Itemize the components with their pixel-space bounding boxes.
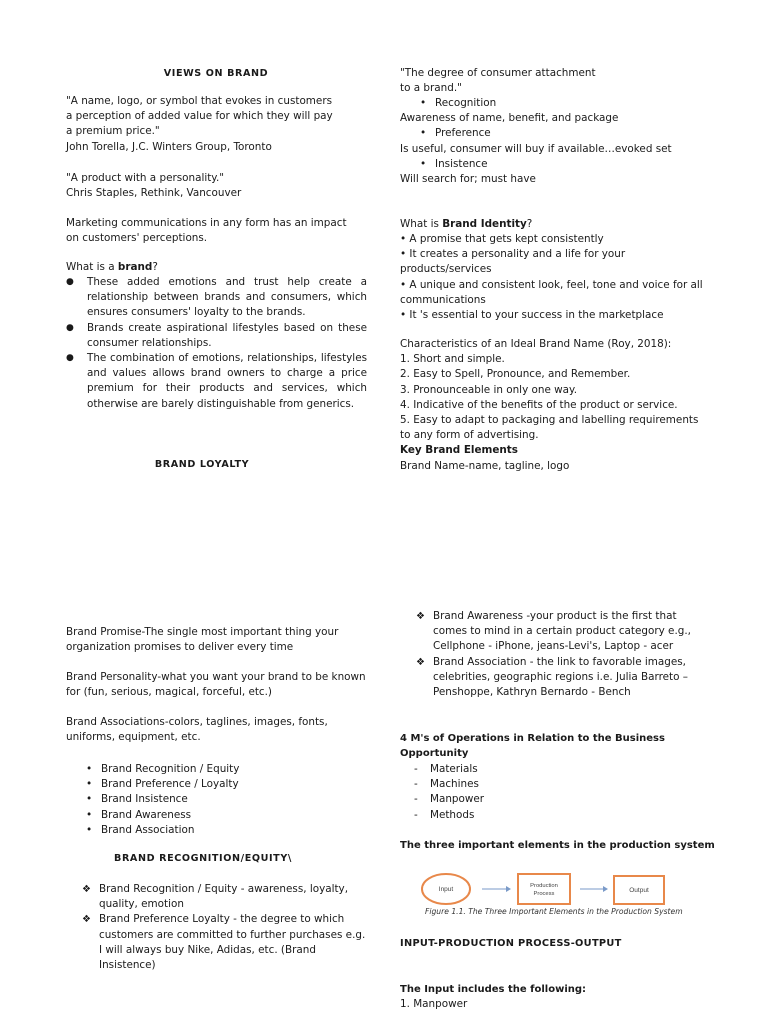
list-item: • Brand Insistence	[66, 792, 356, 807]
attachment-block	[400, 66, 600, 96]
loyalty-levels	[400, 96, 710, 187]
list-item: 2. Easy to Spell, Pronounce, and Remember.	[400, 368, 631, 381]
brand-personality: Brand Personality-what you want your brand to be known for (fun, serious, magical, forceful, etc.)	[66, 671, 366, 699]
what-is-bold: brand	[117, 261, 153, 273]
list-item: ❖ Brand Recognition / Equity - awareness, loyalty, quality, emotion	[82, 882, 367, 912]
key-brand-elements-text: Brand Name-name, tagline, logo	[400, 459, 570, 472]
equity-diamond-list	[82, 882, 367, 973]
key-brand-elements-heading: Key Brand Elements	[400, 444, 518, 457]
ipo-heading: INPUT-PRODUCTION PROCESS-OUTPUT	[400, 938, 622, 949]
what-is-brand-identity	[400, 217, 710, 232]
identity-prefix: What is	[400, 218, 443, 230]
brand-points-list	[66, 275, 367, 412]
brand-loyalty-heading: BRAND LOYALTY	[154, 459, 250, 470]
brand-recognition-heading: BRAND RECOGNITION/EQUITY\	[114, 853, 292, 864]
identity-points	[400, 232, 705, 323]
list-item: ● Brands create aspirational lifestyles based on these consumer relationships.	[66, 321, 367, 351]
arrow-1-head	[506, 886, 511, 892]
list-item: • Brand Awareness	[66, 808, 356, 823]
level-desc: Awareness of name, benefit, and package	[400, 112, 619, 125]
process-node	[518, 874, 570, 904]
brand-types-list	[66, 762, 356, 838]
characteristics-title: Characteristics of an Ideal Brand Name (Roy, 2018):	[400, 338, 672, 350]
list-item: - Machines	[400, 777, 600, 792]
characteristics-block	[400, 337, 710, 474]
quote-staples	[66, 171, 356, 201]
list-item: • It creates a personality and a life for your products/services	[400, 248, 626, 276]
what-is-brand	[66, 260, 366, 275]
level-bullet: • Recognition	[400, 96, 710, 111]
process-label-1: Production	[530, 883, 558, 889]
list-item: 4. Indicative of the benefits of the product or service.	[400, 398, 678, 411]
four-ms-heading: 4 M's of Operations in Relation to the Business Opportunity	[400, 733, 665, 760]
figure-caption: Figure 1.1. The Three Important Elements in the Production System	[425, 907, 683, 916]
list-item: - Materials	[400, 762, 600, 777]
attachment-quote: "The degree of consumer attachment to a brand."	[400, 67, 596, 95]
list-item: 3. Pronounceable in only one way.	[400, 383, 577, 396]
brand-promise: Brand Promise-The single most important thing your organization promises to deliver every time	[66, 626, 339, 654]
list-item: - Manpower	[400, 792, 600, 807]
what-is-suffix: ?	[152, 261, 158, 273]
list-item: ● These added emotions and trust help create a relationship between brands and consumers, which ensures consumers' loyalty to the brands.	[66, 275, 367, 321]
input-label: Input	[438, 886, 454, 893]
list-item: • Brand Association	[66, 823, 356, 838]
output-label: Output	[629, 887, 649, 894]
quote-torella	[66, 94, 341, 155]
list-item: ❖ Brand Association - the link to favorable images, celebrities, geographic regions i.e. Julia Barreto – Penshoppe, Kathryn Bernardo - Bench	[416, 655, 706, 701]
list-item: ❖ Brand Preference Loyalty - the degree to which customers are committed to further purchases e.g. I will always buy Nike, Adidas, etc. (Brand Insistence)	[82, 912, 367, 973]
list-item: 5. Easy to adapt to packaging and labelling requirements to any form of advertising.	[400, 414, 699, 442]
level-desc: Is useful, consumer will buy if available…evoked set	[400, 142, 672, 155]
input-first-item: 1. Manpower	[400, 998, 468, 1010]
quote2-source: Chris Staples, Rethink, Vancouver	[66, 187, 242, 200]
arrow-2-head	[603, 886, 608, 892]
list-item: • A unique and consistent look, feel, tone and voice for all communications	[400, 278, 703, 306]
list-item: 1. Short and simple.	[400, 353, 505, 366]
level-bullet: • Preference	[400, 126, 710, 141]
production-system-heading: The three important elements in the production system	[400, 840, 715, 851]
list-item: • Brand Recognition / Equity	[66, 762, 356, 777]
process-label-2: Process	[533, 891, 555, 897]
four-ms-list	[400, 762, 600, 823]
list-item: ● The combination of emotions, relationships, lifestyles and values allows brand owners to charge a price premium for their products and services, which otherwise are barely distinguishable from generics.	[66, 351, 367, 412]
quote1-text: "A name, logo, or symbol that evokes in customers a perception of added value for which they will pay a premium price."	[66, 95, 333, 138]
list-item: ❖ Brand Awareness -your product is the first that comes to mind in a certain product category e.g., Cellphone - iPhone, jeans-Levi's, Laptop - acer	[416, 609, 706, 655]
views-on-brand-heading: VIEWS ON BRAND	[163, 68, 269, 79]
list-item: • It 's essential to your success in the marketplace	[400, 309, 664, 322]
awareness-diamond-list	[416, 609, 706, 700]
list-item: • A promise that gets kept consistently	[400, 233, 604, 245]
list-item: - Methods	[400, 808, 600, 823]
brand-associations: Brand Associations-colors, taglines, images, fonts, uniforms, equipment, etc.	[66, 716, 328, 744]
level-desc: Will search for; must have	[400, 173, 536, 186]
level-bullet: • Insistence	[400, 157, 710, 172]
quote2-text: "A product with a personality."	[66, 172, 225, 184]
identity-bold: Brand Identity	[442, 218, 527, 230]
identity-suffix: ?	[526, 218, 533, 230]
quote1-source: John Torella, J.C. Winters Group, Toronto	[66, 140, 272, 153]
input-includes-heading: The Input includes the following:	[400, 984, 587, 995]
marketing-paragraph: Marketing communications in any form has an impact on customers' perceptions.	[66, 217, 347, 245]
what-is-prefix: What is a	[66, 261, 118, 273]
list-item: • Brand Preference / Loyalty	[66, 777, 356, 792]
